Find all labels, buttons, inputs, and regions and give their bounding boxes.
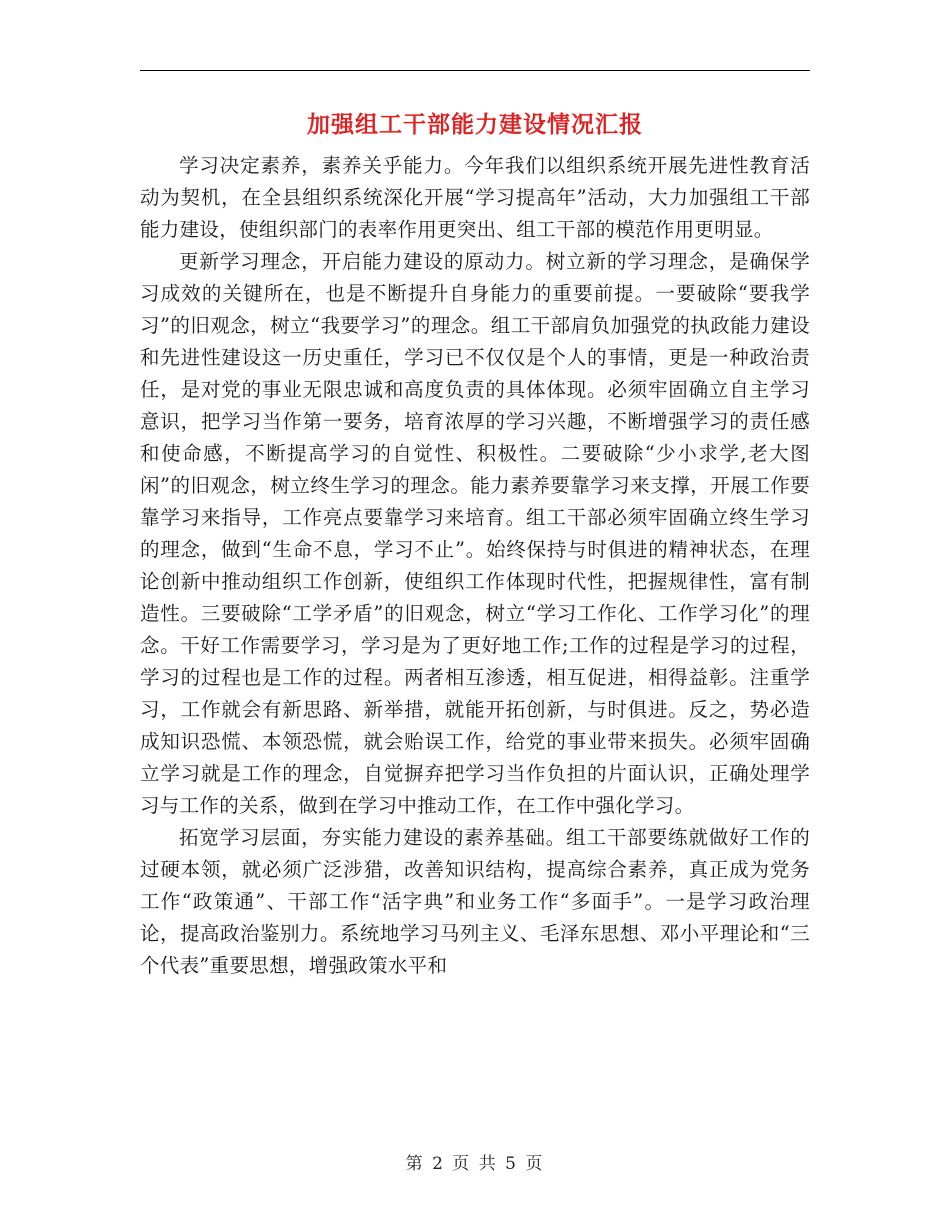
- paragraph-intro: 学习决定素养，素养关乎能力。今年我们以组织系统开展先进性教育活动为契机，在全县组织系统深化开展“学习提高年”活动，大力加强组工干部能力建设，使组织部门的表率作用更突出、组工干部的模范作用更明显。: [140, 154, 810, 241]
- paragraph-learning-scope: 拓宽学习层面，夯实能力建设的素养基础。组工干部要练就做好工作的过硬本领，就必须广泛涉猎，改善知识结构，提高综合素养，真正成为党务工作“政策通”、干部工作“活字典”和业务工作“多面手”。一是学习政治理论，提高政治鉴别力。系统地学习马列主义、毛泽东思想、邓小平理论和“三个代表”重要思想，增强政策水平和: [140, 826, 810, 977]
- document-title: 加强组工干部能力建设情况汇报: [307, 111, 643, 138]
- header-rule: [140, 70, 810, 71]
- paragraph-learning-concept: 更新学习理念，开启能力建设的原动力。树立新的学习理念，是确保学习成效的关键所在，也是不断提升自身能力的重要前提。一要破除“要我学习”的旧观念，树立“我要学习”的理念。组工干部肩负加强党的执政能力建设和先进性建设这一历史重任，学习已不仅仅是个人的事情，更是一种政治责任，是对党的事业无限忠诚和高度负责的具体体现。必须牢固确立自主学习意识，把学习当作第一要务，培育浓厚的学习兴趣，不断增强学习的责任感和使命感，不断提高学习的自觉性、积极性。二要破除“少小求学,老大图闲”的旧观念，树立终生学习的理念。能力素养要靠学习来支撑，开展工作要靠学习来指导，工作亮点要靠学习来培育。组工干部必须牢固确立终生学习的理念，做到“生命不息，学习不止”。始终保持与时俱进的精神状态，在理论创新中推动组织工作创新，使组织工作体现时代性，把握规律性，富有制造性。三要破除“工学矛盾”的旧观念，树立“学习工作化、工作学习化”的理念。干好工作需要学习，学习是为了更好地工作;工作的过程是学习的过程，学习的过程也是工作的过程。两者相互渗透，相互促进，相得益彰。注重学习，工作就会有新思路、新举措，就能开拓创新，与时俱进。反之，势必造成知识恐慌、本领恐慌，就会贻误工作，给党的事业带来损失。必须牢固确立学习就是工作的理念，自觉摒弃把学习当作负担的片面认识，正确处理学习与工作的关系，做到在学习中推动工作，在工作中强化学习。: [140, 250, 810, 817]
- document-body: [140, 150, 810, 982]
- page-number-footer: 第 2 页 共 5 页: [405, 1154, 545, 1174]
